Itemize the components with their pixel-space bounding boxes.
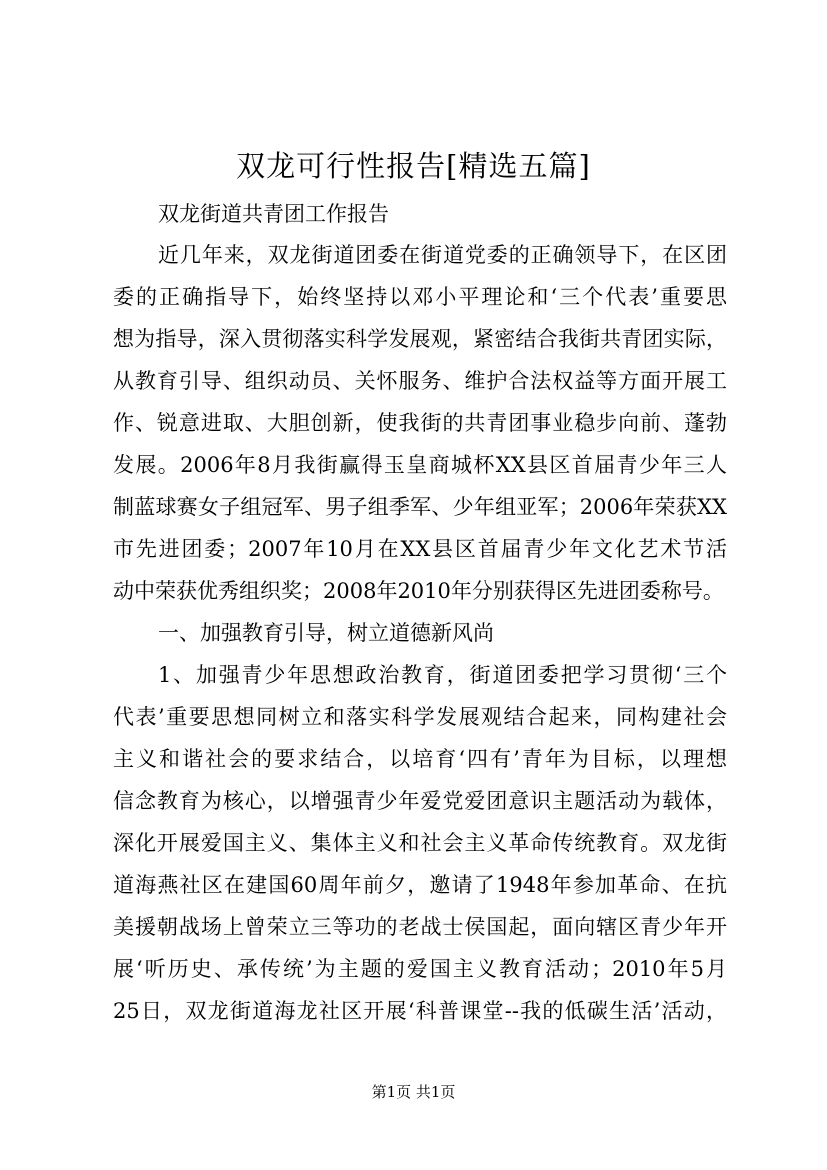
paragraph-line: 代表’重要思想同树立和落实科学发展观结合起来，同构建社会 (113, 705, 727, 729)
paragraph-line: 动中荣获优秀组织奖；2008年2010年分别获得区先进团委称号。 (113, 579, 724, 603)
paragraph-line: 从教育引导、组织动员、关怀服务、维护合法权益等方面开展工 (113, 369, 727, 393)
document-subtitle: 双龙街道共青团工作报告 (158, 202, 389, 226)
paragraph-line: 想为指导，深入贯彻落实科学发展观，紧密结合我街共青团实际， (113, 327, 727, 351)
paragraph-line: 1、加强青少年思想政治教育，街道团委把学习贯彻‘三个 (158, 663, 727, 687)
paragraph-line: 制蓝球赛女子组冠军、男子组季军、少年组亚军；2006年荣获XX (113, 495, 727, 519)
paragraph-line: 近几年来，双龙街道团委在街道党委的正确领导下，在区团 (158, 243, 727, 267)
document-title: 双龙可行性报告[精选五篇] (236, 149, 591, 183)
paragraph-line: 作、锐意进取、大胆创新，使我街的共青团事业稳步向前、蓬勃 (113, 411, 727, 435)
paragraph-line: 深化开展爱国主义、集体主义和社会主义革命传统教育。双龙街 (113, 831, 727, 855)
paragraph-line: 市先进团委；2007年10月在XX县区首届青少年文化艺术节活 (113, 537, 727, 561)
section-heading: 一、加强教育引导，树立道德新风尚 (158, 621, 494, 645)
paragraph-line: 发展。2006年8月我街赢得玉皇商城杯XX县区首届青少年三人 (113, 453, 727, 477)
paragraph-line: 委的正确指导下，始终坚持以邓小平理论和‘三个代表’重要思 (113, 285, 727, 309)
paragraph-line: 美援朝战场上曾荣立三等功的老战士侯国起，面向辖区青少年开 (113, 915, 727, 939)
paragraph-line: 信念教育为核心，以增强青少年爱党爱团意识主题活动为载体， (113, 789, 727, 813)
paragraph-line: 25日，双龙街道海龙社区开展‘科普课堂--我的低碳生活’活动， (113, 999, 727, 1023)
paragraph-line: 道海燕社区在建国60周年前夕，邀请了1948年参加革命、在抗 (113, 873, 727, 897)
paragraph-line: 展‘听历史、承传统’为主题的爱国主义教育活动；2010年5月 (113, 957, 727, 981)
page-number-footer: 第1页 共1页 (371, 1083, 456, 1101)
paragraph-line: 主义和谐社会的要求结合，以培育‘四有’青年为目标，以理想 (113, 747, 727, 771)
